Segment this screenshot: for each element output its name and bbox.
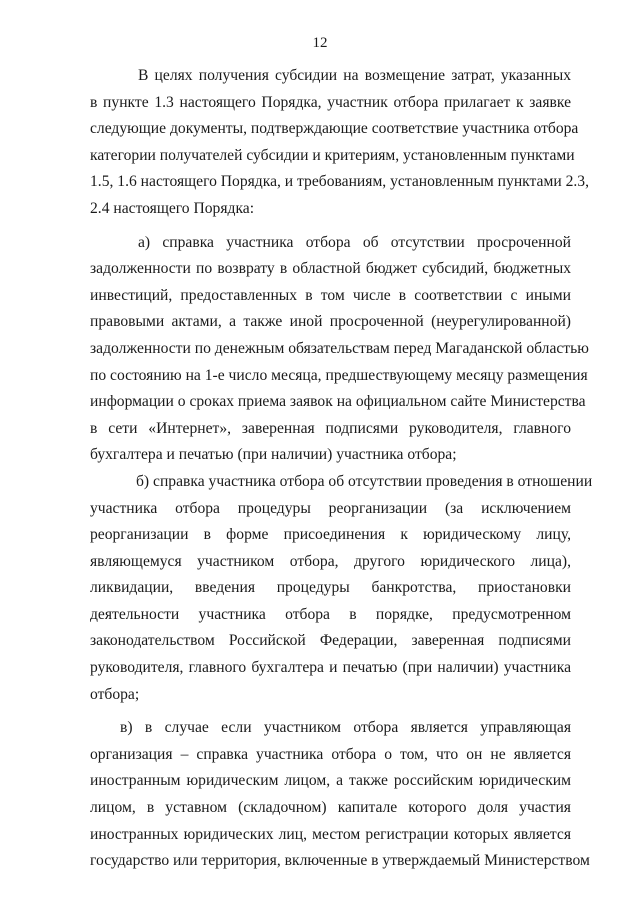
text-line: 1.5, 1.6 настоящего Порядка, и требованиям, установленным пунктами 2.3,: [90, 173, 589, 191]
text-line: руководителя, главного бухгалтера и печатью (при наличии) участника: [90, 659, 571, 677]
text-line: иностранным юридическим лицом, а также российским юридическим: [90, 772, 571, 790]
text-line: отбора;: [90, 685, 140, 703]
paragraph-gap: [90, 223, 571, 230]
text-line: деятельности участника отбора в порядке, предусмотренном: [90, 605, 571, 623]
text-line: б) справка участника отбора об отсутствии проведения в отношении: [136, 472, 593, 490]
text-line: в пункте 1.3 настоящего Порядка, участник отбора прилагает к заявке: [90, 93, 571, 111]
text-line: В целях получения субсидии на возмещение затрат, указанных: [138, 67, 571, 84]
text-line: реорганизации в форме присоединения к юридическому лицу,: [90, 526, 571, 544]
text-line: государство или территория, включенные в утверждаемый Министерством: [90, 852, 590, 870]
text-line: информации о сроках приема заявок на официальном сайте Министерства: [90, 393, 586, 411]
text-line: задолженности по возврату в областной бюджет субсидий, бюджетных: [90, 260, 571, 278]
text-line: а) справка участника отбора об отсутствии просроченной: [138, 233, 571, 251]
text-line: по состоянию на 1-е число месяца, предшествующему месяцу размещения: [90, 366, 588, 384]
text-line: следующие документы, подтверждающие соответствие участника отбора: [90, 120, 579, 138]
page-number: 12: [312, 35, 328, 51]
text-line: бухгалтера и печатью (при наличии) участника отбора;: [90, 446, 457, 464]
text-line: категории получателей субсидии и критериям, установленным пунктами: [90, 146, 575, 164]
text-line: правовыми актами, а также иной просроченной (неурегулированной): [90, 313, 571, 331]
paragraph-intro: [90, 63, 589, 223]
paragraph-item-b: [90, 469, 593, 708]
paragraph-item-a: [90, 230, 589, 469]
text-line: организация – справка участника отбора о том, что он не является: [90, 745, 571, 763]
text-line: в) в случае если участником отбора является управляющая: [120, 719, 571, 737]
paragraph-gap: [90, 708, 571, 715]
text-line: законодательством Российской Федерации, заверенная подписями: [90, 632, 571, 650]
text-line: 2.4 настоящего Порядка:: [90, 199, 255, 217]
paragraph-item-v: [90, 715, 590, 875]
text-line: в сети «Интернет», заверенная подписями руководителя, главного: [90, 419, 571, 437]
text-line: являющемуся участником отбора, другого юридического лица),: [90, 552, 571, 570]
text-line: инвестиций, предоставленных в том числе в соответствии с иными: [90, 286, 571, 304]
text-line: ликвидации, введения процедуры банкротства, приостановки: [90, 579, 571, 597]
document-body: [90, 63, 593, 875]
text-line: лицом, в уставном (складочном) капитале которого доля участия: [90, 799, 571, 817]
text-line: иностранных юридических лиц, местом регистрации которых является: [90, 825, 571, 843]
text-line: задолженности по денежным обязательствам перед Магаданской областью: [90, 339, 589, 357]
text-line: участника отбора процедуры реорганизации (за исключением: [90, 499, 571, 517]
